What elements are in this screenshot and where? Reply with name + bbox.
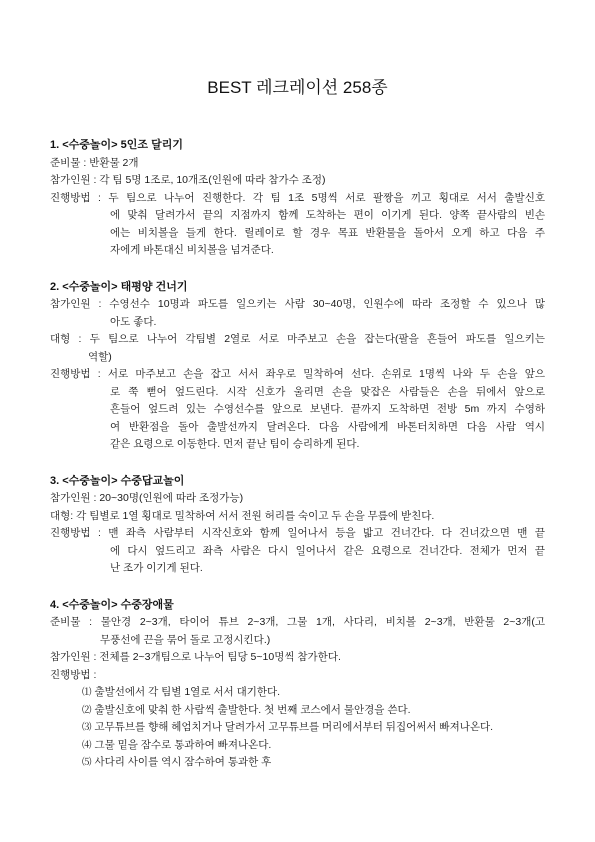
step-text: 출발신호에 맞춰 한 사람씩 출발한다. 첫 번째 코스에서 물안경을 쓴다. <box>94 703 411 716</box>
item-text: 두 팀으로 나누어 각팀별 2열로 서로 마주보고 손을 잡는다(팔을 흔들어 파도를 일으키는 <box>89 333 545 345</box>
item-text: 에 다시 엎드리고 좌측 사람은 다시 일어나서 같은 요령으로 건너간다. 전체가 먼저 끝 <box>110 544 545 557</box>
item-label: 대형 : <box>50 333 82 345</box>
item-text: 각 팀 5명 1조로, 10개조(인원에 따라 참가수 조정) <box>99 174 326 186</box>
step-number: ⑷ <box>82 739 92 751</box>
item-first-line <box>50 525 545 543</box>
item-participants <box>50 172 545 190</box>
item-first-line <box>50 190 545 208</box>
step-text: 그물 밑을 잠수로 통과하여 빠져나온다. <box>94 738 272 751</box>
item-text: 두 팀으로 나누어 진행한다. 각 팀 1조 5명씩 서로 팔짱을 끼고 횡대로 서서 출발신호 <box>108 191 545 204</box>
item-text: 맨 좌측 사람부터 시작신호와 함께 일어나서 등을 밟고 건너간다. 다 건너갔으면 맨 끝 <box>108 527 545 539</box>
item-text: 아도 좋다. <box>110 315 157 328</box>
item-text: 물안경 2~3개, 타이어 튜브 2~3개, 그물 1개, 사다리, 비치볼 2~3개, 반환물 2~3개(고 <box>100 616 545 628</box>
step <box>82 684 545 702</box>
item-procedure <box>50 190 545 260</box>
item-label: 진행방법 : <box>50 527 101 539</box>
item-label: 진행방법 : <box>50 668 97 681</box>
item-label: 준비물 : <box>50 156 87 169</box>
item-text: 역할) <box>88 350 112 363</box>
step <box>82 719 545 737</box>
item-text: 로 쭉 뻗어 엎드린다. 시작 신호가 울리면 손을 맞잡은 사람들은 손을 뒤에서 앞으로 <box>110 385 545 398</box>
item-participants <box>50 296 545 331</box>
item-label: 참가인원 : <box>50 651 97 663</box>
item-label: 진행방법 : <box>50 368 101 380</box>
item-first-line <box>50 331 545 349</box>
item-procedure <box>50 525 545 578</box>
item-text: 자에게 바톤대신 비치볼을 넘겨준다. <box>110 244 274 256</box>
item-first-line <box>50 667 545 685</box>
section-2 <box>50 279 545 454</box>
item-label: 대형: <box>50 509 74 522</box>
section-heading: 3. <수중놀이> 수중답교놀이 <box>50 474 185 487</box>
item-label: 준비물 : <box>50 616 93 628</box>
item-first-line <box>50 649 545 667</box>
item-text: 여 반환점을 돌아 출발선까지 달려온다. 다음 사람에게 바톤터치하면 다음 사람 역시 <box>110 420 545 433</box>
step-number: ⑸ <box>82 757 92 768</box>
item-text: 20~30명(인원에 따라 조정가능) <box>99 492 244 504</box>
item-first-line <box>50 508 545 526</box>
item-text: 서로 마주보고 손을 잡고 서서 좌우로 밀착하여 선다. 손위로 1명씩 나와 두 손을 앞으 <box>107 368 545 380</box>
item-text: 에 맞춰 달려가서 끝의 지점까지 함께 도착하는 편이 이기게 된다. 양쪽 끝사람의 빈손 <box>110 209 545 221</box>
item-procedure <box>50 667 545 772</box>
item-text: 각 팀별로 1열 횡대로 밀착하여 서서 전원 허리를 숙이고 두 손을 무릎에 받친다. <box>76 509 435 522</box>
item-label: 참가인원 : <box>50 298 102 310</box>
step <box>82 737 545 755</box>
item-formation <box>50 508 545 526</box>
item-participants <box>50 649 545 667</box>
item-first-line <box>50 296 545 314</box>
item-text: 수영선수 10명과 파도를 일으키는 사람 30~40명, 인원수에 따라 조정할 수 있으나 많 <box>109 298 545 310</box>
document-title: BEST 레크레이션 258종 <box>207 78 388 97</box>
item-participants <box>50 490 545 508</box>
section-3 <box>50 473 545 578</box>
step-text: 사다리 사이를 역시 잠수하여 통과한 후 <box>94 756 272 768</box>
item-procedure <box>50 366 545 454</box>
section-4 <box>50 597 545 772</box>
item-text: 흔들어 엎드려 있는 수영선수를 앞으로 보낸다. 끝까지 도착하면 전방 5m 까지 수영하 <box>110 403 545 415</box>
item-first-line <box>50 155 545 173</box>
item-label: 참가인원 : <box>50 492 97 504</box>
step-text: 고무튜브를 향해 헤엄치거나 달려가서 고무튜브를 머리에서부터 뒤집어써서 빠져나온다. <box>94 721 494 733</box>
item-materials <box>50 614 545 649</box>
item-label: 진행방법 : <box>50 191 101 204</box>
item-first-line <box>50 614 545 632</box>
item-first-line <box>50 490 545 508</box>
item-text: 무풍선에 끈을 묶어 돌로 고정시킨다.) <box>100 633 271 646</box>
section-heading: 4. <수중놀이> 수중장애물 <box>50 598 174 611</box>
section-heading: 1. <수중놀이> 5인조 달리기 <box>50 139 183 151</box>
step-text: 출발선에서 각 팀별 1열로 서서 대기한다. <box>94 686 281 698</box>
section-heading: 2. <수중놀이> 태평양 건너기 <box>50 280 188 293</box>
step-number: ⑵ <box>82 704 92 716</box>
item-label: 참가인원 : <box>50 174 97 186</box>
item-first-line <box>50 366 545 384</box>
item-text: 반환물 2개 <box>89 156 139 169</box>
step-number: ⑴ <box>82 687 92 698</box>
item-text: 에는 비치볼을 들게 한다. 릴레이로 할 경우 목표 반환물을 돌아서 오게 하고 다음 주 <box>110 226 545 239</box>
item-first-line <box>50 172 545 190</box>
item-materials <box>50 155 545 173</box>
item-text: 같은 요령으로 이동한다. 먼저 끝난 팀이 승리하게 된다. <box>110 438 360 450</box>
item-text: 난 조가 이기게 된다. <box>110 562 203 574</box>
item-formation <box>50 331 545 366</box>
section-1 <box>50 137 545 260</box>
step-number: ⑶ <box>82 722 92 733</box>
step <box>82 702 545 720</box>
item-text: 전체를 2~3개팀으로 나누어 팀당 5~10명씩 참가한다. <box>99 651 341 663</box>
step <box>82 754 545 772</box>
document-body <box>50 137 545 772</box>
